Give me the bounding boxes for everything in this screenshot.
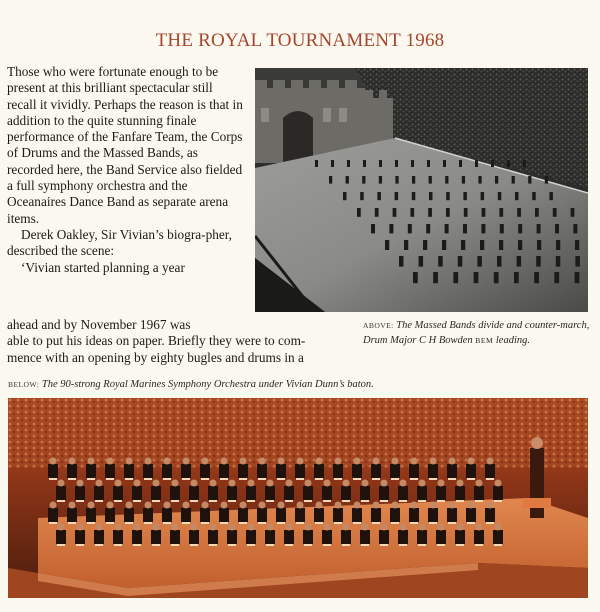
- bandsman-figure: [498, 192, 502, 200]
- bandsman-figure: [346, 176, 349, 184]
- bandsman-figure: [427, 160, 430, 167]
- bandsman-figure: [446, 192, 450, 200]
- bandsman-figure: [362, 176, 365, 184]
- bandsman-figure: [536, 256, 541, 267]
- bandsman-figure: [573, 224, 577, 233]
- bandsman-figure: [523, 160, 526, 167]
- bandsman-figure: [442, 240, 446, 250]
- bandsman-figure: [499, 208, 503, 217]
- bandsman-figure: [534, 272, 539, 283]
- bandsman-figure: [477, 256, 482, 267]
- paragraph-3-line-3: able to put his ideas on paper. Briefly they were to com-: [7, 333, 306, 349]
- bandsman-figure: [423, 240, 427, 250]
- bandsman-figure: [445, 224, 449, 233]
- bandsman-figure: [399, 256, 404, 267]
- bandsman-figure: [438, 256, 443, 267]
- bandsman-figure: [379, 160, 382, 167]
- bandsman-figure: [329, 176, 332, 184]
- paragraph-3-start: ‘Vivian started planning a year: [21, 259, 185, 275]
- caption-lead-above: ABOVE:: [363, 321, 394, 330]
- bandsman-figure: [461, 240, 465, 250]
- bandsman-figure: [532, 192, 536, 200]
- bandsman-figure: [408, 224, 412, 233]
- massed-bands-photo: [255, 68, 588, 312]
- bandsman-figure: [412, 192, 416, 200]
- bandsman-figure: [395, 176, 398, 184]
- bandsman-figure: [315, 160, 318, 167]
- bandsman-figure: [518, 240, 522, 250]
- bandsman-figure: [357, 208, 361, 217]
- bandsman-figure: [412, 176, 415, 184]
- bandsman-figure: [389, 224, 393, 233]
- bandsman-figure: [446, 208, 450, 217]
- bottom-photo-caption: [8, 377, 588, 392]
- bandsman-figure: [553, 208, 557, 217]
- bandsman-figure: [515, 192, 519, 200]
- bandsman-figure: [463, 224, 467, 233]
- bandsman-figure: [393, 208, 397, 217]
- bandsman-figure: [347, 160, 350, 167]
- bandsman-figure: [537, 240, 541, 250]
- symphony-orchestra-image: [8, 398, 588, 598]
- bandsman-figure: [464, 208, 468, 217]
- bandsman-figure: [481, 224, 485, 233]
- bandsman-figure: [363, 160, 366, 167]
- bandsman-figure: [413, 272, 418, 283]
- article-wide-lines: [7, 317, 355, 366]
- bandsman-figure: [360, 192, 364, 200]
- bandsman-figure: [555, 224, 559, 233]
- bandsman-figure: [385, 240, 389, 250]
- bandsman-figure: [499, 240, 503, 250]
- bandsman-figure: [549, 192, 553, 200]
- bandsman-figure: [429, 176, 432, 184]
- bandsman-figure: [517, 256, 522, 267]
- bandsman-figure: [517, 208, 521, 217]
- bandsman-figure: [411, 160, 414, 167]
- bandsman-figure: [459, 160, 462, 167]
- paragraph-2: Derek Oakley, Sir Vivian’s biogra-pher, described the scene:: [7, 226, 232, 259]
- bandsman-figure: [571, 208, 575, 217]
- bandsman-figure: [377, 192, 381, 200]
- bandsman-figure: [494, 272, 499, 283]
- caption-top-tail: leading.: [495, 335, 531, 346]
- bandsman-figure: [458, 256, 463, 267]
- bandsman-figure: [514, 272, 519, 283]
- top-photo-caption: [363, 318, 593, 348]
- bandsman-figure: [331, 160, 334, 167]
- bandsman-figure: [395, 160, 398, 167]
- bandsman-figure: [429, 192, 433, 200]
- bandsman-figure: [497, 256, 502, 267]
- bandsman-figure: [375, 208, 379, 217]
- bandsman-figure: [500, 224, 504, 233]
- caption-bottom-text: The 90-strong Royal Marines Symphony Orchestra under Vivian Dunn’s baton.: [41, 379, 374, 390]
- bandsman-figure: [453, 272, 458, 283]
- bandsman-figure: [491, 160, 494, 167]
- bandsman-figure: [537, 224, 541, 233]
- bandsman-figure: [495, 176, 498, 184]
- bandsman-figure: [512, 176, 515, 184]
- massed-bands-image: [255, 68, 588, 312]
- bandsman-figure: [481, 192, 485, 200]
- bandsman-figure: [575, 272, 580, 283]
- bandsman-figure: [528, 176, 531, 184]
- bandsman-figure: [462, 176, 465, 184]
- bandsman-figure: [463, 192, 467, 200]
- bandsman-figure: [395, 192, 399, 200]
- bandsman-figure: [443, 160, 446, 167]
- bandsman-figure: [554, 272, 559, 283]
- bandsman-figure: [379, 176, 382, 184]
- bandsman-figure: [474, 272, 479, 283]
- bandsman-figure: [518, 224, 522, 233]
- bandsman-figure: [445, 176, 448, 184]
- bandsman-figure: [428, 208, 432, 217]
- bandsman-figure: [343, 192, 347, 200]
- paragraph-3-line-2: ahead and by November 1967 was: [7, 317, 191, 332]
- bandsman-figure: [545, 176, 548, 184]
- article-column: [7, 64, 245, 276]
- bandsman-figure: [475, 160, 478, 167]
- bandsman-figure: [575, 240, 579, 250]
- bandsman-figure: [426, 224, 430, 233]
- bandsman-figure: [419, 256, 424, 267]
- bandsman-figure: [507, 160, 510, 167]
- bandsman-figure: [482, 208, 486, 217]
- bandsman-figure: [371, 224, 375, 233]
- bandsman-figure: [404, 240, 408, 250]
- bandsman-figure: [575, 256, 580, 267]
- bandsman-figure: [478, 176, 481, 184]
- bandsman-figure: [433, 272, 438, 283]
- bandsman-figure: [480, 240, 484, 250]
- caption-top-award: BEM: [475, 336, 494, 345]
- caption-lead-below: BELOW:: [8, 380, 40, 389]
- bandsman-figure: [556, 240, 560, 250]
- page-title: THE ROYAL TOURNAMENT 1968: [155, 30, 445, 51]
- bandsman-figure: [556, 256, 561, 267]
- symphony-orchestra-photo: [8, 398, 588, 598]
- bandsman-figure: [410, 208, 414, 217]
- caption-top-text: The Massed Bands divide and counter-march, Drum Major C H Bowden: [363, 320, 590, 346]
- paragraph-3-line-4: mence with an opening by eighty bugles and drums in a: [7, 349, 304, 365]
- bandsman-figure: [535, 208, 539, 217]
- paragraph-1: Those who were fortunate enough to be present at this brilliant spectacular still recall it vividly. Perhaps the reason is that in addition to the quite stunning finale performance of the Fanfare Team, the Corps of Drums and the Massed Bands, as recorded here, the Band Service also fielded a full symphony orchestra and the Oceanaires Dance Band as separate arena items.: [7, 64, 243, 226]
